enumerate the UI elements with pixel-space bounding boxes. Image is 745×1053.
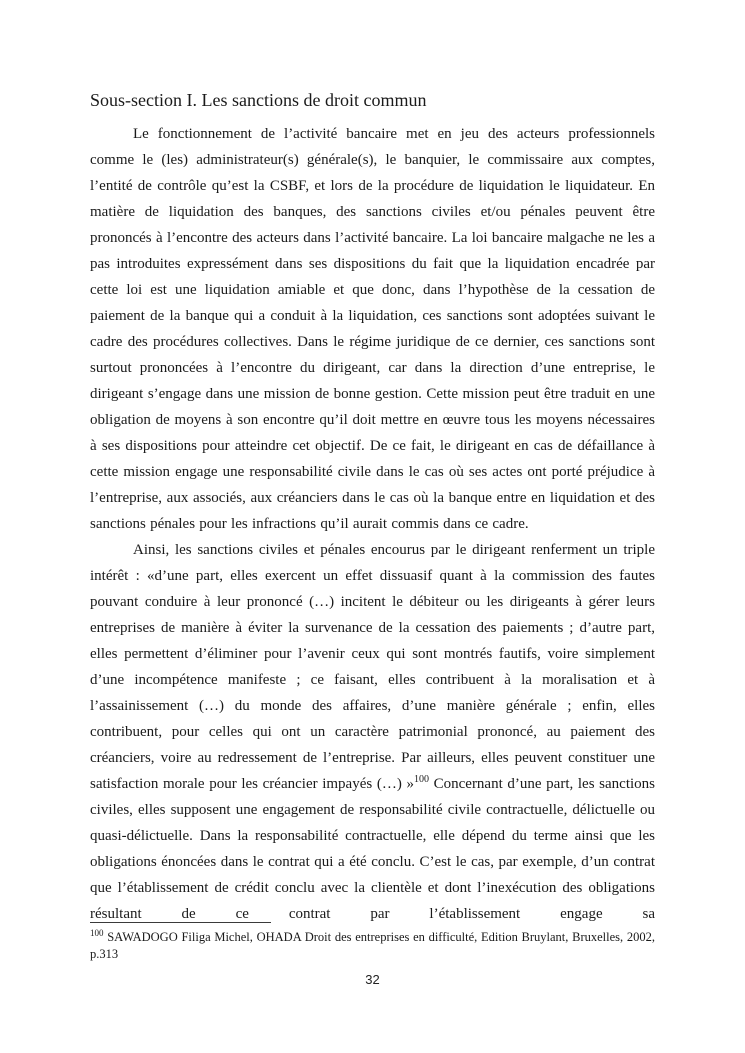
page-body	[90, 86, 655, 927]
footnote-text: SAWADOGO Filiga Michel, OHADA Droit des entreprises en difficulté, Edition Bruylant, Bruxelles, 2002, p.313	[90, 930, 655, 961]
paragraph-2-text: Ainsi, les sanctions civiles et pénales encourus par le dirigeant renferment un triple intérêt : «d’une part, elles exercent un effet dissuasif quant à la commission des fautes pouvant conduire à leur prononcé (…) incitent le débiteur ou les dirigeants à gérer leurs entreprises de manière à éviter la survenance de la cessation des paiements ; d’autre part, elles permettent d’éliminer pour l’avenir ceux qui sont montrés fautifs, voire simplement d’une incompétence manifeste ; ce faisant, elles contribuent à la moralisation et à l’assainissement (…) du monde des affaires, d’une manière générale ; enfin, elles contribuent, pour celles qui ont un caractère patrimonial prononcé, au paiement des créanciers, voire au redressement de l’entreprise. Par ailleurs, elles peuvent constituer une satisfaction morale pour les créancier impayés (…) »	[90, 542, 655, 792]
page-number: 32	[365, 972, 380, 987]
paragraph-2	[90, 537, 655, 927]
footnote-number-superscript: 100	[90, 927, 104, 938]
section-heading: Sous-section I. Les sanctions de droit commun	[90, 90, 427, 110]
paragraph-1: Le fonctionnement de l’activité bancaire met en jeu des acteurs professionnels comme le (les) administrateur(s) générale(s), le banquier, le commissaire aux comptes, l’entité de contrôle qu’est la CSBF, et lors de la procédure de liquidation le liquidateur. En matière de liquidation des banques, des sanctions civiles et/ou pénales peuvent être prononcés à l’encontre des acteurs dans l’activité bancaire. La loi bancaire malgache ne les a pas introduites expressément dans ses dispositions du fait que la liquidation encadrée par cette loi est une liquidation amiable et que donc, dans l’hypothèse de la cessation de paiement de la banque qui a conduit à la liquidation, ces sanctions sont adoptées suivant le cadre des procédures collectives. Dans le régime juridique de ce dernier, ces sanctions sont surtout prononcées à l’encontre du dirigeant, car dans la direction d’une entreprise, le dirigeant s’engage dans une mission de bonne gestion. Cette mission peut être traduit en une obligation de moyens à son encontre qu’il doit mettre en œuvre tous les moyens nécessaires à ses dispositions pour atteindre cet objectif. De ce fait, le dirigeant en cas de défaillance à cette mission engage une responsabilité civile dans le cas où ses actes ont porté préjudice à l’entreprise, aux associés, aux créanciers dans le cas où la banque entre en liquidation et des sanctions pénales pour les infractions qu’il aurait commis dans ce cadre.	[90, 126, 655, 532]
paragraph-2-continuation: Concernant d’une part, les sanctions civiles, elles supposent une engagement de responsabilité civile contractuelle, délictuelle ou quasi-délictuelle. Dans la responsabilité contractuelle, elle dépend du terme ainsi que les obligations énoncées dans le contrat qui a été conclu. C’est le cas, par exemple, d’un contrat que l’établissement de crédit conclu avec la clientèle et dont l’inexécution des obligations résultant de ce contrat par l’établissement engage sa	[90, 776, 655, 922]
footnote-reference-superscript: 100	[413, 774, 429, 785]
footnote	[90, 929, 655, 963]
footnote-separator-rule	[90, 922, 271, 923]
